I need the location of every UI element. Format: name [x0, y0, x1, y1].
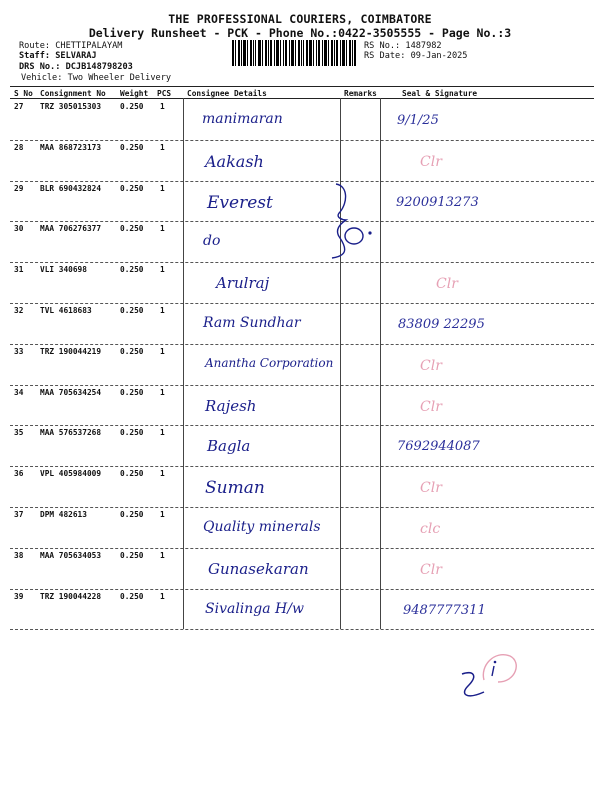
- row-consignment-no: BLR 690432824: [40, 183, 102, 193]
- consignee-handwriting: Gunasekaran: [208, 559, 309, 578]
- consignee-handwriting: Quality minerals: [203, 519, 321, 535]
- vehicle-label: Vehicle: Two Wheeler Delivery: [21, 73, 172, 83]
- row-divider: [10, 385, 594, 386]
- column-divider: [183, 98, 184, 629]
- col-header-seal: Seal & Signature: [402, 89, 478, 98]
- row-divider: [10, 221, 594, 222]
- consignee-handwriting: Anantha Corporation: [205, 355, 334, 370]
- row-divider: [10, 262, 594, 263]
- row-sno: 29: [14, 183, 24, 193]
- col-header-sno: S No: [14, 89, 33, 98]
- row-pcs: 1: [160, 306, 165, 315]
- consignee-handwriting: Everest: [207, 192, 273, 213]
- row-sno: 35: [14, 428, 24, 438]
- row-sno: 32: [14, 306, 24, 315]
- bracket-mark: [326, 180, 374, 260]
- row-consignment-no: MAA 868723173: [40, 142, 102, 152]
- seal-signature: Clr: [420, 398, 442, 415]
- row-consignment-no: MAA 705634053: [40, 550, 102, 560]
- runsheet-subtitle: Delivery Runsheet - PCK - Phone No.:0422-3505555 - Page No.:3: [88, 26, 512, 40]
- row-consignment-no: TRZ 190044228: [40, 591, 102, 601]
- row-pcs: 1: [160, 224, 165, 234]
- consignee-handwriting: Suman: [205, 478, 265, 499]
- row-weight: 0.250: [120, 428, 144, 438]
- row-sno: 38: [14, 550, 24, 560]
- row-pcs: 1: [160, 428, 165, 438]
- row-weight: 0.250: [120, 346, 144, 356]
- row-pcs: 1: [160, 102, 165, 111]
- row-divider: [10, 629, 594, 630]
- consignee-handwriting: Aakash: [205, 151, 264, 171]
- row-pcs: 1: [160, 550, 165, 560]
- rs-date: RS Date: 09-Jan-2025: [364, 51, 468, 61]
- row-weight: 0.250: [120, 469, 144, 479]
- row-divider: [10, 425, 594, 426]
- column-divider: [380, 98, 381, 629]
- row-pcs: 1: [160, 591, 165, 601]
- row-pcs: 1: [160, 387, 165, 397]
- row-sno: 27: [14, 102, 24, 111]
- consignee-handwriting: Rajesh: [205, 396, 257, 415]
- seal-signature: Clr: [420, 153, 442, 170]
- col-header-remarks: Remarks: [344, 89, 377, 98]
- consignee-handwriting: manimaran: [202, 111, 283, 127]
- row-sno: 36: [14, 469, 24, 479]
- row-divider: [10, 466, 594, 467]
- row-consignment-no: MAA 706276377: [40, 224, 102, 234]
- row-consignment-no: DPM 482613: [40, 510, 87, 519]
- col-header-weight: Weight: [120, 89, 149, 98]
- header-bottom-border: [10, 98, 594, 99]
- row-divider: [10, 589, 594, 590]
- company-title: THE PROFESSIONAL COURIERS, COIMBATORE: [168, 12, 432, 26]
- row-pcs: 1: [160, 142, 165, 152]
- row-weight: 0.250: [120, 224, 144, 234]
- column-divider: [340, 98, 341, 629]
- row-consignment-no: VLI 340698: [40, 265, 87, 275]
- row-divider: [10, 181, 594, 182]
- row-sno: 31: [14, 265, 24, 275]
- seal-signature: clc: [420, 521, 441, 537]
- seal-signature: 9200913273: [396, 194, 479, 210]
- row-pcs: 1: [160, 183, 165, 193]
- table-top-border: [10, 86, 594, 87]
- col-header-consignee: Consignee Details: [187, 89, 267, 98]
- row-weight: 0.250: [120, 265, 144, 275]
- seal-signature: 9/1/25: [397, 113, 439, 128]
- row-weight: 0.250: [120, 591, 144, 601]
- row-sno: 30: [14, 224, 24, 234]
- row-sno: 33: [14, 346, 24, 356]
- row-sno: 39: [14, 591, 24, 601]
- row-consignment-no: TVL 4618683: [40, 306, 92, 315]
- row-divider: [10, 548, 594, 549]
- row-sno: 34: [14, 387, 24, 397]
- row-weight: 0.250: [120, 183, 144, 193]
- row-weight: 0.250: [120, 142, 144, 152]
- seal-signature: Clr: [420, 561, 442, 578]
- row-divider: [10, 344, 594, 345]
- handwritten-signature: [454, 646, 534, 706]
- row-consignment-no: VPL 405984009: [40, 469, 102, 479]
- row-weight: 0.250: [120, 550, 144, 560]
- row-pcs: 1: [160, 265, 165, 275]
- row-pcs: 1: [160, 510, 165, 519]
- row-weight: 0.250: [120, 306, 144, 315]
- staff-label: Staff: SELVARAJ: [19, 51, 97, 61]
- seal-signature: Clr: [420, 357, 442, 374]
- row-divider: [10, 140, 594, 141]
- seal-signature: Clr: [436, 276, 458, 293]
- drs-number: DRS No.: DCJB148798203: [19, 62, 133, 72]
- row-consignment-no: TRZ 305015303: [40, 102, 102, 111]
- row-sno: 28: [14, 142, 24, 152]
- consignee-handwriting: Bagla: [207, 437, 251, 456]
- row-weight: 0.250: [120, 510, 144, 519]
- row-consignment-no: TRZ 190044219: [40, 346, 102, 356]
- seal-signature: 9487777311: [403, 602, 486, 618]
- seal-signature: 83809 22295: [398, 317, 485, 332]
- row-pcs: 1: [160, 469, 165, 479]
- consignee-handwriting: Sivalinga H/w: [205, 600, 304, 617]
- consignee-handwriting: Arulraj: [216, 274, 270, 293]
- row-divider: [10, 303, 594, 304]
- row-sno: 37: [14, 510, 24, 519]
- col-header-consignment: Consignment No: [40, 89, 106, 98]
- row-pcs: 1: [160, 346, 165, 356]
- rs-number: RS No.: 1487982: [364, 41, 442, 51]
- row-weight: 0.250: [120, 387, 144, 397]
- consignee-handwriting: Ram Sundhar: [203, 315, 301, 331]
- row-consignment-no: MAA 576537268: [40, 428, 102, 438]
- row-consignment-no: MAA 705634254: [40, 387, 102, 397]
- col-header-pcs: PCS: [157, 89, 172, 98]
- row-weight: 0.250: [120, 102, 144, 111]
- barcode-image: [232, 40, 356, 66]
- row-divider: [10, 507, 594, 508]
- seal-signature: 7692944087: [397, 439, 480, 455]
- route-label: Route: CHETTIPALAYAM: [19, 41, 123, 51]
- consignee-handwriting: do: [203, 233, 221, 250]
- seal-signature: Clr: [420, 480, 442, 497]
